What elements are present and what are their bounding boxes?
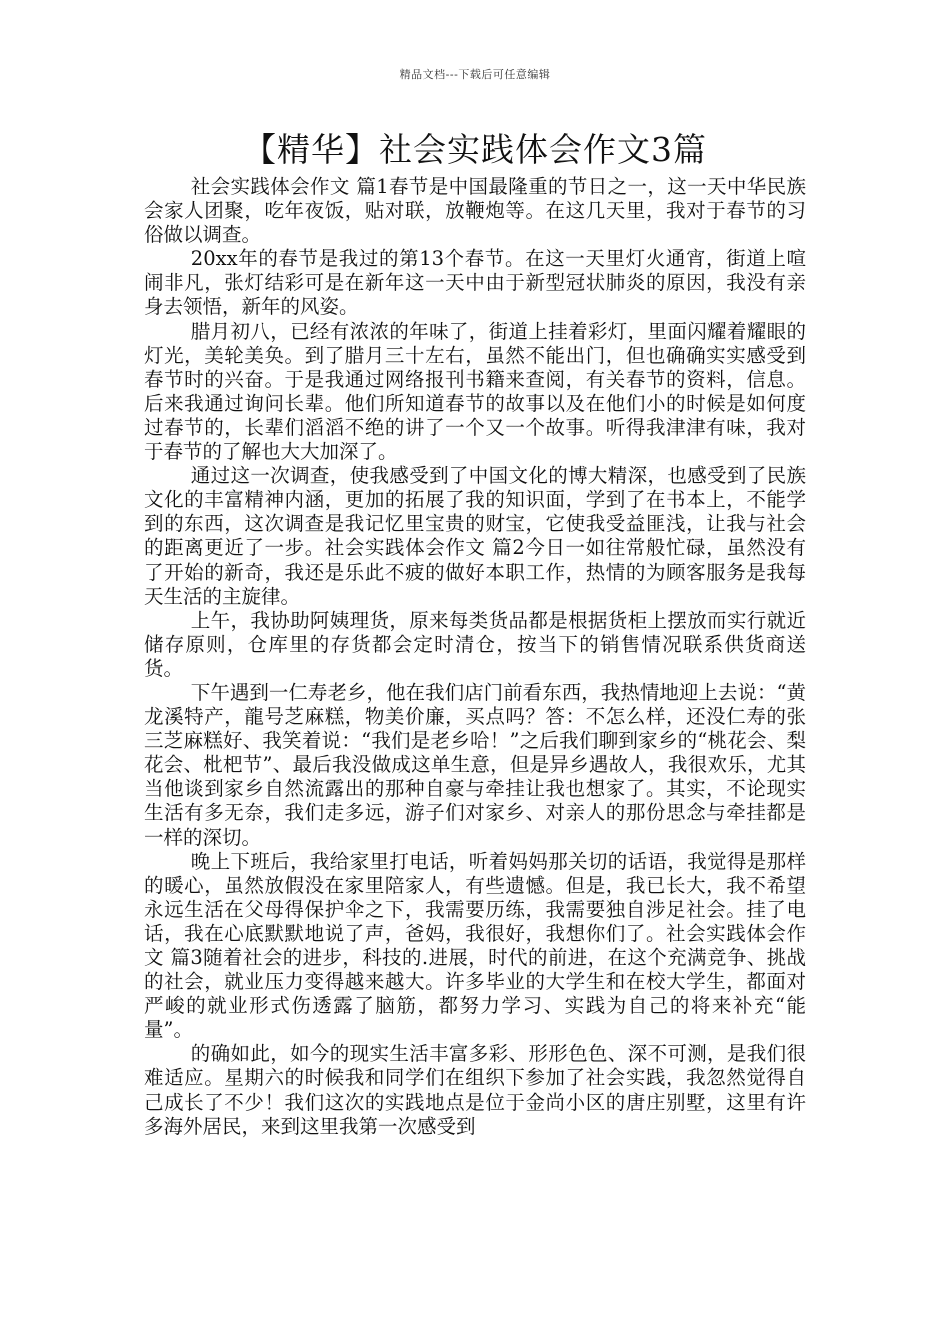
paragraph: 通过这一次调查，使我感受到了中国文化的博大精深，也感受到了民族文化的丰富精神内涵，更加的拓展了我的知识面，学到了在书本上，不能学到的东西，这次调查是我记忆里宝贵的财宝，它使我受益匪浅，让我与社会的距离更近了一步。社会实践体会作文 篇2今日一如往常般忙碌，虽然没有了开始的新奇，我还是乐此不疲的做好本职工作，热情的为顾客服务是我每天生活的主旋律。 bbox=[144, 464, 806, 608]
paragraph: 社会实践体会作文 篇1春节是中国最隆重的节日之一，这一天中华民族会家人团聚，吃年夜饭，贴对联，放鞭炮等。在这几天里，我对于春节的习俗做以调查。 bbox=[144, 175, 806, 247]
document-body bbox=[144, 175, 806, 1139]
paragraph: 的确如此，如今的现实生活丰富多彩、形形色色、深不可测，是我们很难适应。星期六的时候我和同学们在组织下参加了社会实践，我忽然觉得自己成长了不少！我们这次的实践地点是位于金尚小区的唐庄别墅，这里有许多海外居民，来到这里我第一次感受到 bbox=[144, 1042, 806, 1138]
paragraph: 腊月初八，已经有浓浓的年味了，街道上挂着彩灯，里面闪耀着耀眼的灯光，美轮美奂。到了腊月三十左右，虽然不能出门，但也确确实实感受到春节时的兴奋。于是我通过网络报刊书籍来查阅，有关春节的资料，信息。后来我通过询问长辈。他们所知道春节的故事以及在他们小的时候是如何度过春节的，长辈们滔滔不绝的讲了一个又一个故事。听得我津津有味，我对于春节的了解也大大加深了。 bbox=[144, 319, 806, 464]
document-title: 【精华】社会实践体会作文3篇 bbox=[243, 130, 707, 169]
paragraph: 上午，我协助阿姨理货，原来每类货品都是根据货柜上摆放而实行就近储存原则，仓库里的存货都会定时清仓，按当下的销售情况联系供货商送货。 bbox=[144, 608, 806, 680]
paragraph: 下午遇到一仁寿老乡，他在我们店门前看东西，我热情地迎上去说：“黄龙溪特产，龍号芝麻糕，物美价廉，买点吗？答：不怎么样，还没仁寿的张三芝麻糕好、我笑着说：“我们是老乡哈！”之后我们聊到家乡的“桃花会、梨花会、枇杷节”、最后我没做成这单生意，但是异乡遇故人，我很欢乐，尤其当他谈到家乡自然流露出的那种自豪与牵挂让我也想家了。其实，不论现实生活有多无奈，我们走多远，游子们对家乡、对亲人的那份思念与牵挂都是一样的深切。 bbox=[144, 680, 806, 849]
paragraph: 晚上下班后，我给家里打电话，听着妈妈那关切的话语，我觉得是那样的暖心，虽然放假没在家里陪家人，有些遗憾。但是，我已长大，我不希望永远生活在父母得保护伞之下，我需要历练，我需要独自涉足社会。挂了电话，我在心底默默地说了声，爸妈，我很好，我想你们了。社会实践体会作文 篇3随着社会的进步，科技的.进展，时代的前进，在这个充满竞争、挑战的社会，就业压力变得越来越大。许多毕业的大学生和在校大学生，都面对严峻的就业形式伤透露了脑筋，都努力学习、实践为自己的将来补充“能量”。 bbox=[144, 849, 806, 1042]
paragraph: 20xx年的春节是我过的第13个春节。在这一天里灯火通宵，街道上喧闹非凡，张灯结彩可是在新年这一天中由于新型冠状肺炎的原因，我没有亲身去领悟，新年的风姿。 bbox=[144, 247, 806, 319]
header-note: 精品文档---下载后可任意编辑 bbox=[399, 68, 551, 81]
